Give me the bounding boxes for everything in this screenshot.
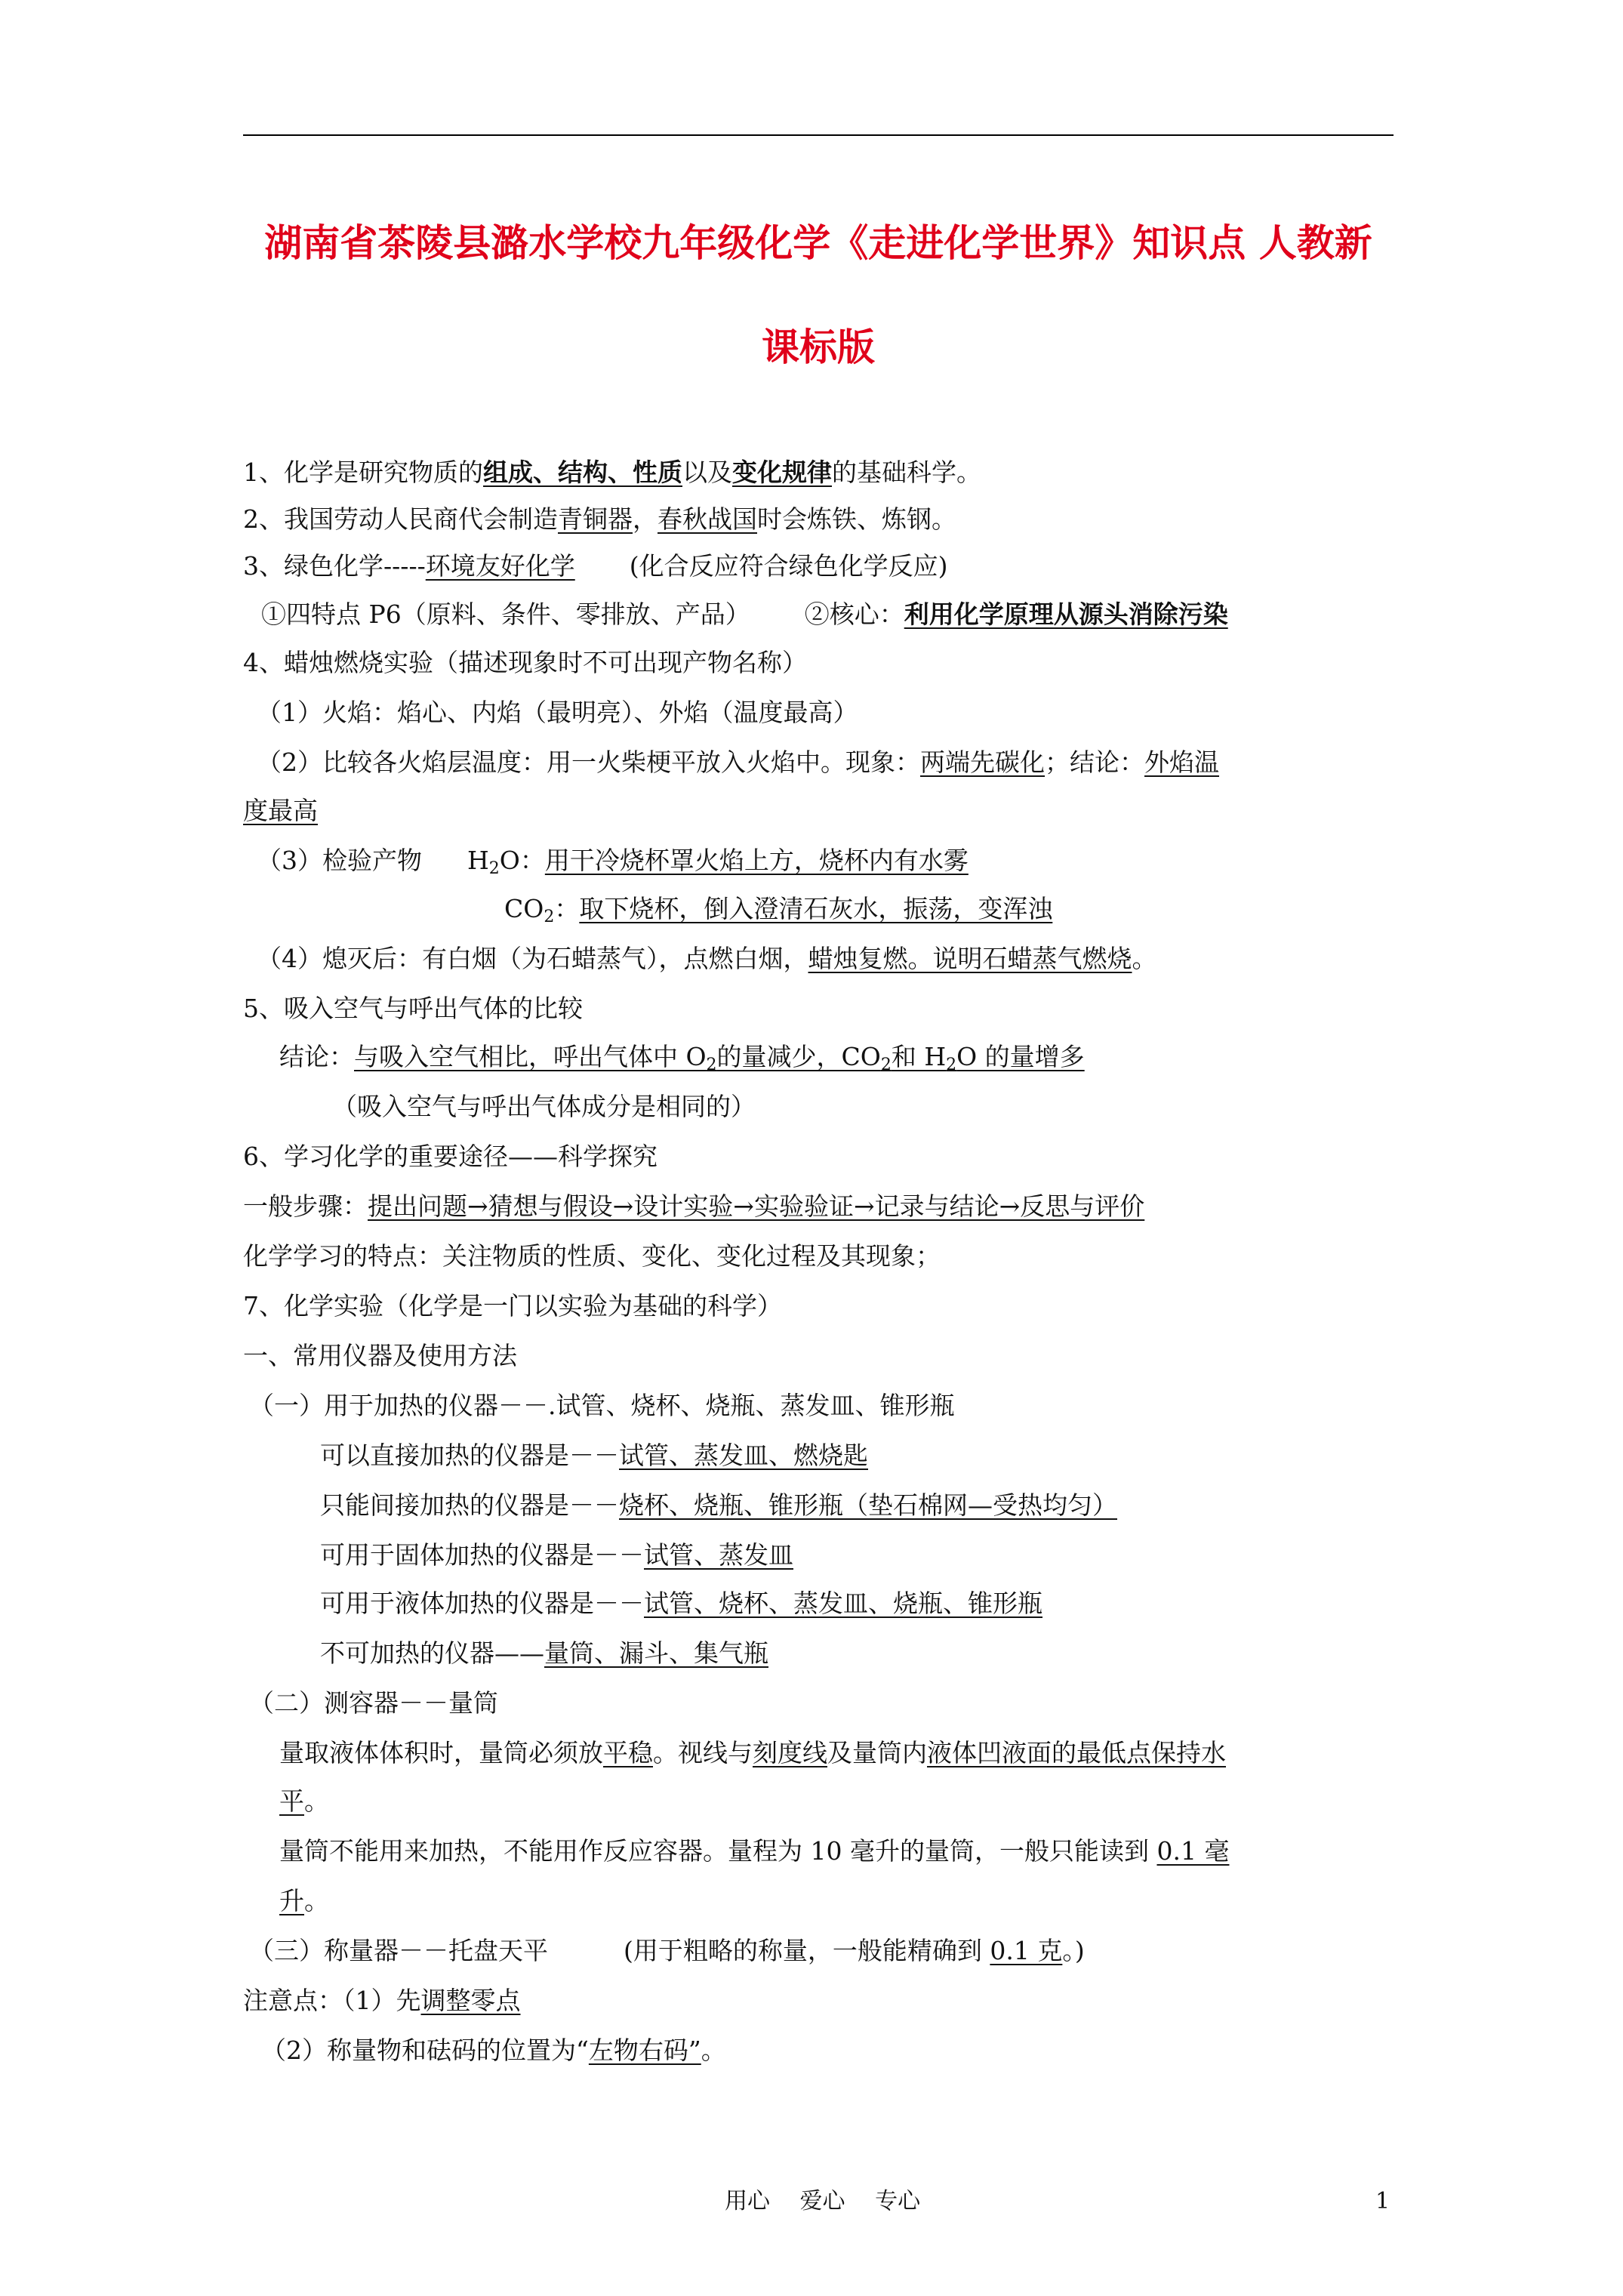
text-line-21: 可以直接加热的仪器是－－试管、蒸发皿、燃烧匙	[320, 1441, 868, 1470]
text-line-32: 注意点：（1）先调整零点	[243, 1986, 521, 2015]
text-line-10: $CO_2$：取下烧杯，倒入澄清石灰水，振荡，变浑浊	[504, 894, 1053, 926]
text-line-16: 一般步骤：提出问题→猜想与假设→设计实验→实验验证→记录与结论→反思与评价	[243, 1191, 1145, 1221]
text-line-9: （3）检验产物 $H_2O$：用干冷烧杯罩火焰上方，烧杯内有水雾	[257, 846, 969, 878]
text-line-13: 结论：与吸入空气相比，呼出气体中 $O_2$的量减少，$CO_2$和 $H_2O$ 的量增多	[279, 1042, 1085, 1074]
document-title-line-2: 课标版	[762, 325, 875, 369]
text-line-4: ①四特点 P6（原料、条件、零排放、产品） ②核心：利用化学原理从源头消除污染	[261, 599, 1228, 629]
text-line-5: 4、蜡烛燃烧实验（描述现象时不可出现产物名称）	[243, 648, 807, 677]
text-line-24: 可用于液体加热的仪器是－－试管、烧杯、蒸发皿、烧瓶、锥形瓶	[320, 1589, 1042, 1618]
text-line-3: 3、绿色化学-----环境友好化学 (化合反应符合绿色化学反应)	[243, 551, 948, 581]
text-line-30: 升。	[279, 1886, 329, 1915]
text-line-25: 不可加热的仪器——量筒、漏斗、集气瓶	[320, 1638, 768, 1668]
text-line-26: （二）测容器－－量筒	[249, 1688, 498, 1718]
page-number: 1	[1375, 2188, 1390, 2214]
text-line-12: 5、吸入空气与呼出气体的比较	[243, 994, 583, 1023]
document-title-line-1: 湖南省茶陵县潞水学校九年级化学《走进化学世界》知识点 人教新	[264, 220, 1372, 265]
text-line-17: 化学学习的特点：关注物质的性质、变化、变化过程及其现象；	[243, 1241, 941, 1271]
text-line-28: 平。	[279, 1786, 329, 1816]
text-line-18: 7、化学实验（化学是一门以实验为基础的科学）	[243, 1291, 782, 1321]
text-line-8: 度最高	[243, 796, 318, 825]
text-line-19: 一、常用仪器及使用方法	[243, 1341, 517, 1370]
text-line-29: 量筒不能用来加热，不能用作反应容器。量程为 10 毫升的量筒，一般只能读到 0.1 毫	[279, 1836, 1230, 1866]
footer-motto: 用心 爱心 专心	[725, 2188, 921, 2214]
text-line-20: （一）用于加热的仪器－－.试管、烧杯、烧瓶、蒸发皿、锥形瓶	[249, 1391, 955, 1420]
text-line-27: 量取液体体积时，量筒必须放平稳。视线与刻度线及量筒内液体凹液面的最低点保持水	[279, 1738, 1226, 1767]
text-line-22: 只能间接加热的仪器是－－烧杯、烧瓶、锥形瓶（垫石棉网—受热均匀）	[320, 1490, 1117, 1520]
text-line-23: 可用于固体加热的仪器是－－试管、蒸发皿	[320, 1540, 793, 1570]
text-line-15: 6、学习化学的重要途径——科学探究	[243, 1142, 658, 1171]
text-line-14: （吸入空气与呼出气体成分是相同的）	[332, 1092, 756, 1121]
header-rule	[243, 134, 1394, 136]
text-line-11: （4）熄灭后：有白烟（为石蜡蒸气），点燃白烟，蜡烛复燃。说明石蜡蒸气燃烧。	[257, 944, 1157, 973]
text-line-31: （三）称量器－－托盘天平 (用于粗略的称量，一般能精确到 0.1 克。)	[249, 1936, 1085, 1965]
text-line-6: （1）火焰：焰心、内焰（最明亮）、外焰（温度最高）	[257, 698, 858, 727]
text-line-7: （2）比较各火焰层温度：用一火柴梗平放入火焰中。现象：两端先碳化；结论：外焰温	[257, 747, 1219, 777]
text-line-1: 1、化学是研究物质的组成、结构、性质以及变化规律的基础科学。	[243, 458, 981, 487]
text-line-2: 2、我国劳动人民商代会制造青铜器，春秋战国时会炼铁、炼钢。	[243, 504, 956, 534]
text-line-33: （2）称量物和砝码的位置为“左物右码”。	[261, 2036, 726, 2065]
